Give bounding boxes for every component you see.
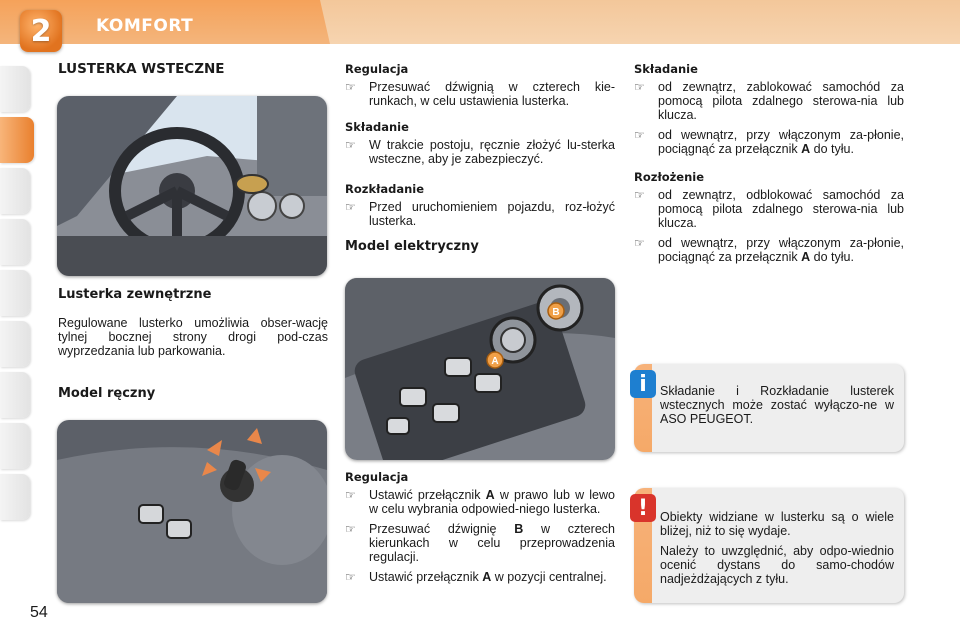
side-tab-1[interactable] [0, 66, 30, 112]
hand-pointer-icon: ☞ [634, 188, 645, 202]
dashboard-photo [57, 96, 327, 276]
list-item: ☞ W trakcie postoju, ręcznie złożyć lu-sterka wsteczne, aby je zabezpieczyć. [345, 138, 615, 166]
switch-b-label: B [552, 307, 560, 318]
list-item: ☞ Przed uruchomieniem pojazdu, roz-łożyć lusterka. [345, 200, 615, 228]
list-item: ☞ Przesuwać dźwignią w czterech kie-runkach, w celu ustawienia lusterka. [345, 80, 615, 108]
regulacja2-heading: Regulacja [345, 470, 409, 484]
rozlozenie-heading: Rozłożenie [634, 170, 705, 184]
electric-switch-photo [345, 278, 615, 460]
chapter-title: KOMFORT [96, 16, 194, 36]
skladanie-heading: Składanie [345, 120, 409, 134]
hand-pointer-icon: ☞ [345, 570, 356, 584]
list-item: ☞ Ustawić przełącznik A w pozycji centralnej. [345, 570, 607, 584]
switch-a-label: A [491, 356, 499, 367]
middle-column [345, 62, 615, 254]
page-number: 54 [30, 604, 48, 621]
info-note-text: Składanie i Rozkładanie lusterek wstecznych może zostać wyłączo-ne w ASO PEUGEOT. [660, 384, 894, 426]
chapter-badge: 2 [20, 10, 62, 52]
manual-block [58, 387, 328, 401]
right-skladanie-heading: Składanie [634, 62, 698, 76]
list-item: ☞ Przesuwać dźwignię B w czterech kierunkach w celu przeprowadzenia regulacji. [345, 522, 615, 564]
hand-pointer-icon: ☞ [345, 488, 356, 502]
electric-model-heading: Model elektryczny [345, 239, 479, 254]
hand-pointer-icon: ☞ [345, 138, 356, 152]
warning-note-box [634, 488, 904, 603]
list-item: ☞ od wewnątrz, przy włączonym za-płonie, pociągnąć za przełącznik A do tyłu. [634, 128, 904, 156]
list-item: ☞ Ustawić przełącznik A w prawo lub w lewo w celu wybrania odpowied-niego lusterka. [345, 488, 615, 516]
side-tabs [0, 66, 34, 525]
side-tab-8[interactable] [0, 423, 30, 469]
info-icon: i [630, 370, 656, 398]
side-tab-4[interactable] [0, 219, 30, 265]
manual-lever-photo [57, 420, 327, 603]
side-tab-2-active[interactable] [0, 117, 34, 163]
hand-pointer-icon: ☞ [634, 80, 645, 94]
rozkladanie-heading: Rozkładanie [345, 182, 425, 196]
hand-pointer-icon: ☞ [634, 236, 645, 250]
hand-pointer-icon: ☞ [345, 80, 356, 94]
exterior-mirrors-heading: Lusterka zewnętrzne [58, 287, 212, 302]
left-column [58, 62, 328, 76]
right-column [634, 62, 904, 270]
side-tab-9[interactable] [0, 474, 30, 520]
list-item: ☞ od zewnątrz, odblokować samochód za pomocą pilota zdalnego sterowa-nia lub klucza. [634, 188, 904, 230]
hand-pointer-icon: ☞ [345, 200, 356, 214]
side-tab-7[interactable] [0, 372, 30, 418]
manual-model-heading: Model ręczny [58, 386, 156, 401]
hand-pointer-icon: ☞ [345, 522, 356, 536]
exterior-mirrors-text: Regulowane lusterko umożliwia obser-wację tylnej bocznej strony drogi pod-czas wyprzedzania lub parkowania. [58, 316, 328, 358]
list-item: ☞ od zewnątrz, zablokować samochód za pomocą pilota zdalnego sterowa-nia lub klucza. [634, 80, 904, 122]
electric-adjust-block [345, 470, 615, 590]
list-item: ☞ od wewnątrz, przy włączonym za-płonie, pociągnąć za przełącznik A do tyłu. [634, 236, 904, 264]
section-title: LUSTERKA WSTECZNE [58, 61, 225, 77]
hand-pointer-icon: ☞ [634, 128, 645, 142]
side-tab-5[interactable] [0, 270, 30, 316]
warning-note-text: Obiekty widziane w lusterku są o wiele bliżej, niż to się wydaje. Należy to uwzględnić, aby odpo-wiednio ocenić dystans do samo-chodów nadjeżdżających z tyłu. [660, 510, 894, 586]
side-tab-3[interactable] [0, 168, 30, 214]
info-note-box [634, 364, 904, 452]
side-tab-6[interactable] [0, 321, 30, 367]
warning-icon: ! [630, 494, 656, 522]
exterior-block [58, 288, 328, 358]
regulacja-heading: Regulacja [345, 62, 409, 76]
